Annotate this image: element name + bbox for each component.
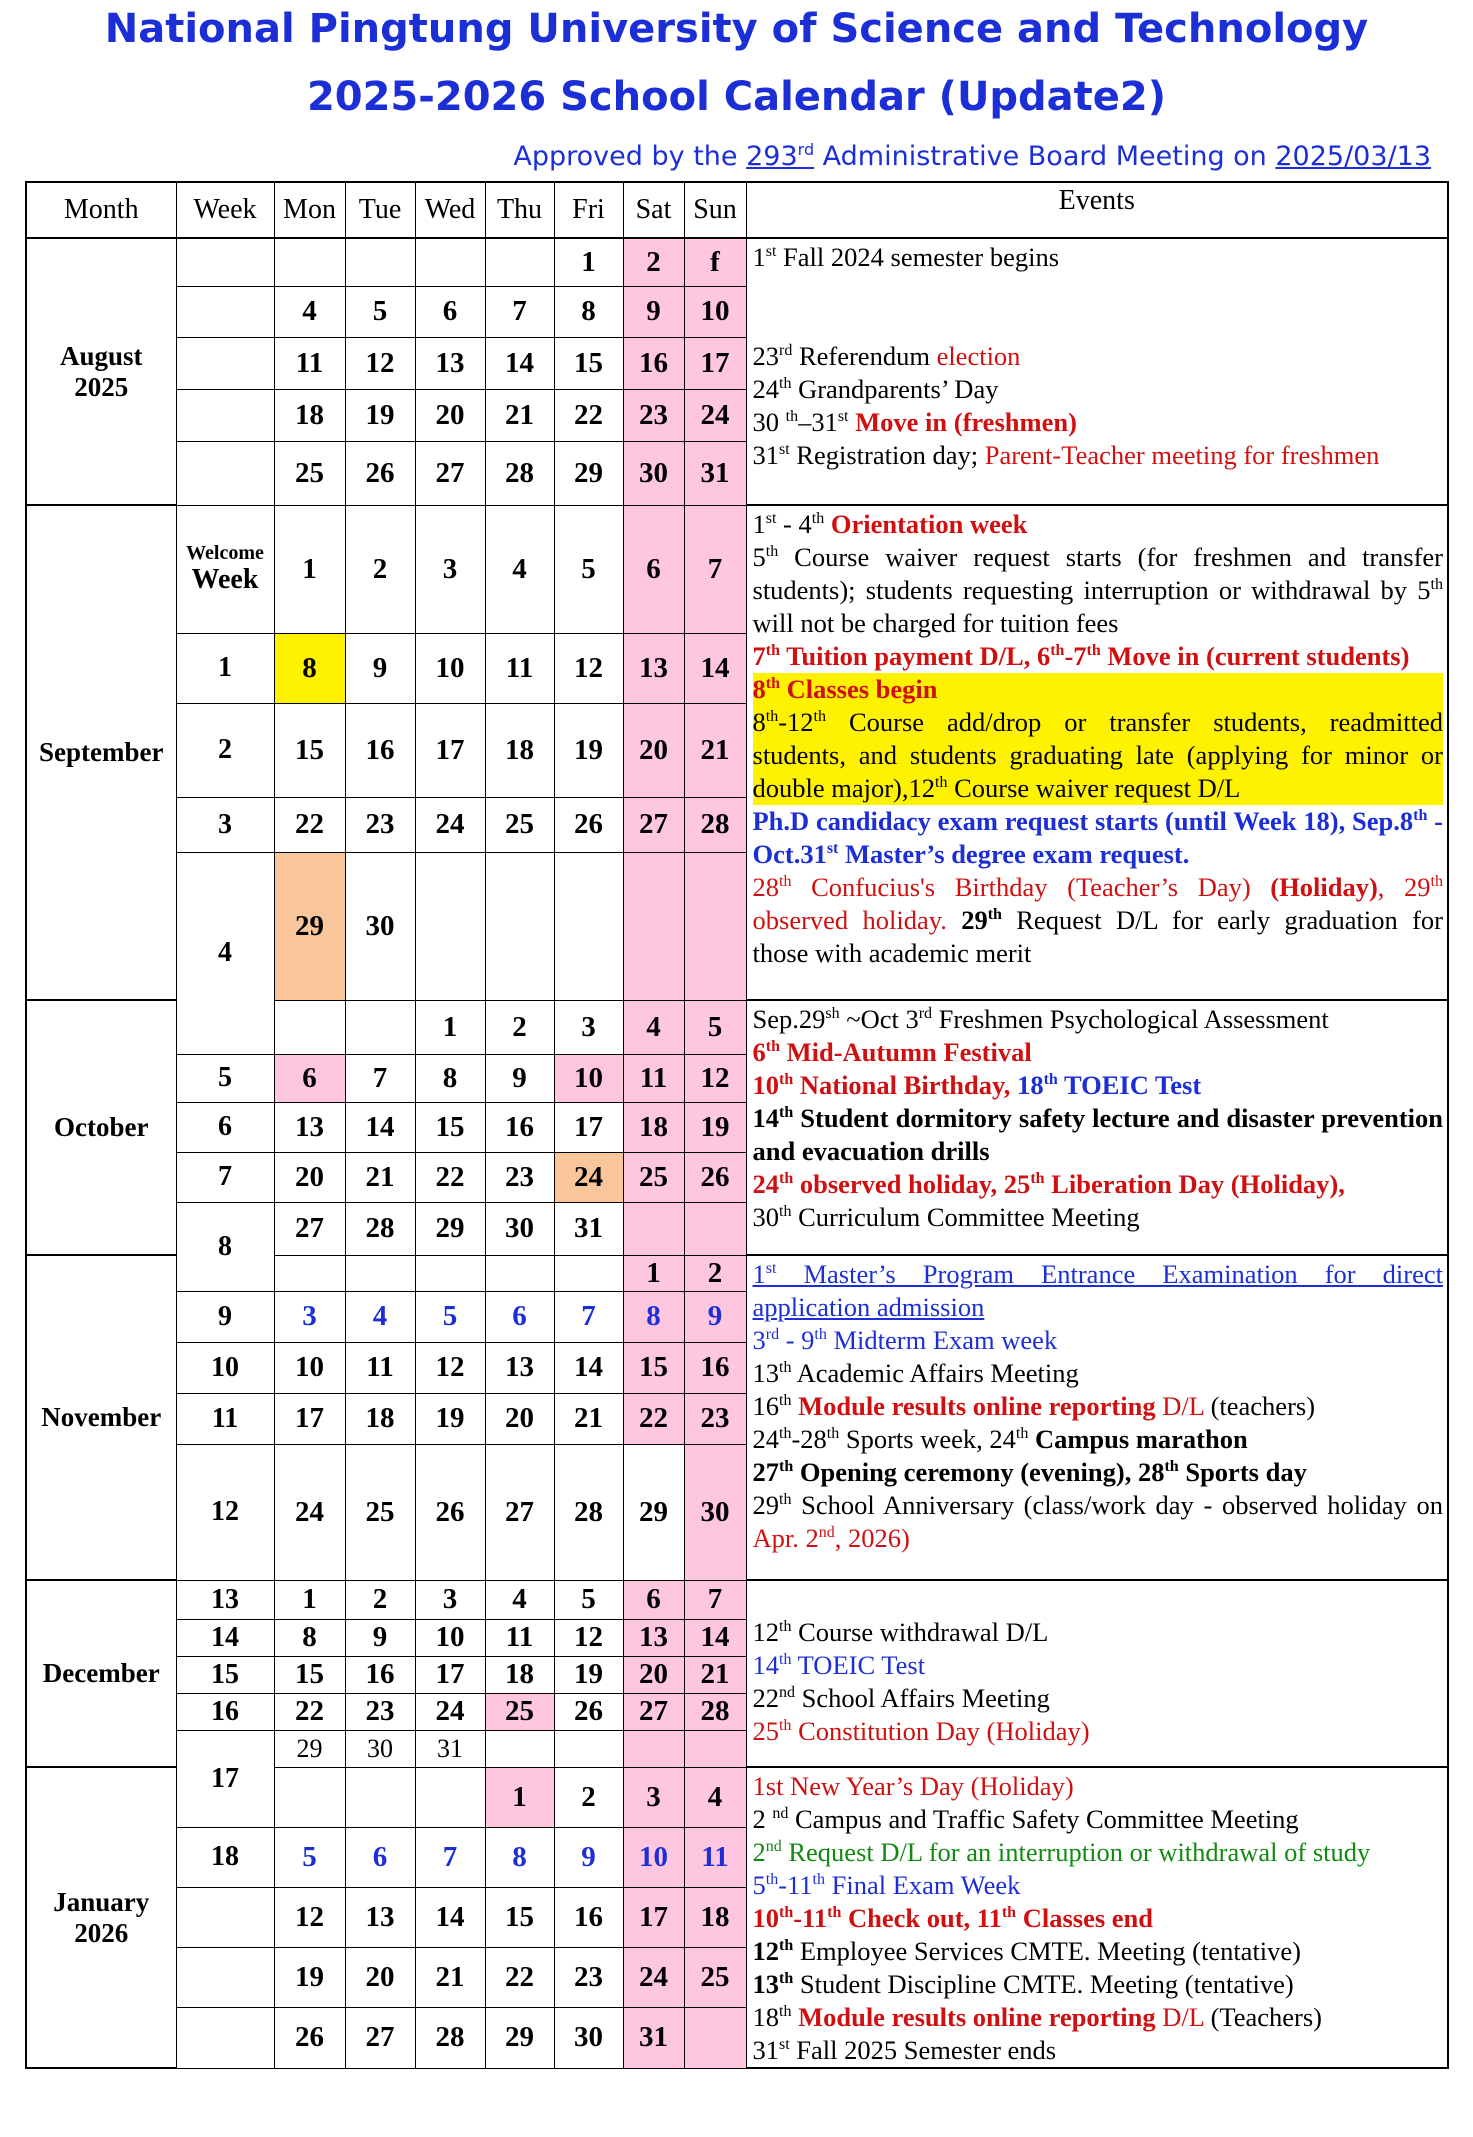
header-wed: Wed	[415, 182, 485, 238]
day-sun	[684, 2008, 746, 2068]
week-number	[176, 337, 274, 389]
day-tue: 5	[345, 286, 415, 337]
day-tue: 2	[345, 1580, 415, 1619]
day-wed: 31	[415, 1730, 485, 1767]
day-tue: 4	[345, 1291, 415, 1342]
day-sun: 21	[684, 703, 746, 797]
header-mon: Mon	[274, 182, 345, 238]
week-number: 12	[176, 1444, 274, 1580]
week-number: 8	[176, 1202, 274, 1291]
day-fri: 16	[554, 1887, 623, 1947]
calendar-row	[26, 238, 1448, 286]
day-wed: 17	[415, 703, 485, 797]
day-mon: 22	[274, 797, 345, 852]
day-sun: 28	[684, 1693, 746, 1730]
day-thu: 25	[485, 1693, 554, 1730]
day-mon: 10	[274, 1342, 345, 1393]
day-tue: 20	[345, 1948, 415, 2008]
day-fri: 2	[554, 1767, 623, 1827]
day-thu: 9	[485, 1054, 554, 1102]
day-wed: 10	[415, 1619, 485, 1656]
week-number: Welcome Week	[176, 505, 274, 633]
day-tue	[345, 1000, 415, 1054]
week-number: 16	[176, 1693, 274, 1730]
day-wed: 3	[415, 505, 485, 633]
day-sun: 2	[684, 1255, 746, 1291]
day-sat: 13	[623, 1619, 684, 1656]
day-thu: 18	[485, 1656, 554, 1693]
day-sat: 8	[623, 1291, 684, 1342]
day-sat: 3	[623, 1767, 684, 1827]
week-number	[176, 238, 274, 286]
day-wed: 3	[415, 1580, 485, 1619]
day-fri: 31	[554, 1202, 623, 1255]
day-sun: f	[684, 238, 746, 286]
day-tue: 7	[345, 1054, 415, 1102]
week-number: 10	[176, 1342, 274, 1393]
day-wed: 24	[415, 797, 485, 852]
day-sun: 25	[684, 1948, 746, 2008]
header-sun: Sun	[684, 182, 746, 238]
day-fri: 30	[554, 2008, 623, 2068]
university-title: National Pingtung University of Science and Technology	[104, 6, 1369, 52]
day-sat	[623, 852, 684, 1000]
day-fri	[554, 852, 623, 1000]
header-tue: Tue	[345, 182, 415, 238]
day-sun: 21	[684, 1656, 746, 1693]
day-fri: 26	[554, 1693, 623, 1730]
day-tue: 19	[345, 389, 415, 441]
day-wed	[415, 1767, 485, 1827]
day-mon: 17	[274, 1393, 345, 1444]
day-wed: 22	[415, 1152, 485, 1202]
day-fri: 12	[554, 633, 623, 703]
header-week: Week	[176, 182, 274, 238]
day-sun	[684, 1730, 746, 1767]
day-mon: 29	[274, 852, 345, 1000]
day-tue: 23	[345, 1693, 415, 1730]
day-mon: 19	[274, 1948, 345, 2008]
week-number: 1	[176, 633, 274, 703]
day-sat: 18	[623, 1102, 684, 1152]
day-sun: 11	[684, 1827, 746, 1887]
day-mon: 3	[274, 1291, 345, 1342]
day-wed: 21	[415, 1948, 485, 2008]
day-tue: 6	[345, 1827, 415, 1887]
week-number: 5	[176, 1054, 274, 1102]
day-mon: 26	[274, 2008, 345, 2068]
week-number: 6	[176, 1102, 274, 1152]
day-wed: 10	[415, 633, 485, 703]
day-thu: 1	[485, 1767, 554, 1827]
header-events: Events	[746, 182, 1448, 238]
header-row	[26, 182, 1448, 238]
day-fri: 29	[554, 441, 623, 505]
day-tue	[345, 238, 415, 286]
day-sat: 24	[623, 1948, 684, 2008]
day-thu: 6	[485, 1291, 554, 1342]
day-fri: 9	[554, 1827, 623, 1887]
day-mon: 6	[274, 1054, 345, 1102]
day-thu: 11	[485, 633, 554, 703]
header-fri: Fri	[554, 182, 623, 238]
day-thu: 25	[485, 797, 554, 852]
day-mon	[274, 1255, 345, 1291]
day-thu: 11	[485, 1619, 554, 1656]
day-thu	[485, 1730, 554, 1767]
day-thu: 29	[485, 2008, 554, 2068]
day-tue: 23	[345, 797, 415, 852]
day-tue: 25	[345, 1444, 415, 1580]
day-sun: 28	[684, 797, 746, 852]
day-sun: 9	[684, 1291, 746, 1342]
day-mon: 11	[274, 337, 345, 389]
month-january: January 2026	[26, 1767, 176, 2068]
day-wed: 1	[415, 1000, 485, 1054]
day-sat: 27	[623, 797, 684, 852]
day-thu	[485, 852, 554, 1000]
day-sat: 25	[623, 1152, 684, 1202]
day-thu: 23	[485, 1152, 554, 1202]
day-fri: 19	[554, 1656, 623, 1693]
day-mon: 15	[274, 1656, 345, 1693]
day-sat: 6	[623, 505, 684, 633]
day-wed: 13	[415, 337, 485, 389]
day-fri: 24	[554, 1152, 623, 1202]
day-mon: 27	[274, 1202, 345, 1255]
events-cell: 1st Master’s Program Entrance Examination for direct application admission 3rd - 9th Midterm Exam week 13th Academic Affairs Meeting 16th Module results online reporting D/L (teachers) 24th-28th Sports week, 24th Campus marathon 27th Opening ceremony (evening), 28th Sports day 29th School Anniversary (class/work day - observed holiday on Apr. 2nd, 2026)	[746, 1255, 1448, 1580]
day-sun: 18	[684, 1887, 746, 1947]
calendar-table	[25, 181, 1449, 2069]
day-fri: 17	[554, 1102, 623, 1152]
day-mon: 24	[274, 1444, 345, 1580]
day-wed: 19	[415, 1393, 485, 1444]
day-mon: 15	[274, 703, 345, 797]
month-august: August 2025	[26, 238, 176, 505]
day-sat: 20	[623, 703, 684, 797]
day-thu: 28	[485, 441, 554, 505]
header-sat: Sat	[623, 182, 684, 238]
day-thu	[485, 1255, 554, 1291]
day-mon: 8	[274, 633, 345, 703]
day-sat: 1	[623, 1255, 684, 1291]
day-tue: 26	[345, 441, 415, 505]
day-sat: 11	[623, 1054, 684, 1102]
day-tue: 11	[345, 1342, 415, 1393]
day-sat: 23	[623, 389, 684, 441]
day-sat: 27	[623, 1693, 684, 1730]
day-sun: 31	[684, 441, 746, 505]
day-sat: 17	[623, 1887, 684, 1947]
week-number: 11	[176, 1393, 274, 1444]
day-wed	[415, 852, 485, 1000]
day-thu: 7	[485, 286, 554, 337]
day-sun: 26	[684, 1152, 746, 1202]
day-wed	[415, 1255, 485, 1291]
day-sun: 30	[684, 1444, 746, 1580]
day-mon: 20	[274, 1152, 345, 1202]
day-tue: 14	[345, 1102, 415, 1152]
day-mon: 4	[274, 286, 345, 337]
day-sat: 13	[623, 633, 684, 703]
calendar-sheet	[25, 181, 1449, 2069]
day-fri: 26	[554, 797, 623, 852]
events-cell: 1st New Year’s Day (Holiday) 2 $^{nd}$ Campus and Traffic Safety Committee Meeting 2nd Request D/L for an interruption or withdrawal of study 5th-11th Final Exam Week 10th-11th Check out, 11th Classes end 12th Employee Services CMTE. Meeting (tentative) 13th Student Discipline CMTE. Meeting (tentative) 18th Module results online reporting D/L (Teachers) 31st Fall 2025 Semester ends	[746, 1767, 1448, 2068]
day-thu: 8	[485, 1827, 554, 1887]
day-sun: 19	[684, 1102, 746, 1152]
day-wed: 8	[415, 1054, 485, 1102]
week-number: 7	[176, 1152, 274, 1202]
day-sat: 31	[623, 2008, 684, 2068]
day-tue: 16	[345, 703, 415, 797]
day-fri: 3	[554, 1000, 623, 1054]
day-mon: 12	[274, 1887, 345, 1947]
header-thu: Thu	[485, 182, 554, 238]
day-tue	[345, 1255, 415, 1291]
day-mon	[274, 1767, 345, 1827]
day-wed: 15	[415, 1102, 485, 1152]
day-wed: 12	[415, 1342, 485, 1393]
month-december: December	[26, 1580, 176, 1767]
week-number: 15	[176, 1656, 274, 1693]
day-thu	[485, 238, 554, 286]
day-mon: 22	[274, 1693, 345, 1730]
day-thu: 14	[485, 337, 554, 389]
day-sun: 14	[684, 1619, 746, 1656]
day-sun: 16	[684, 1342, 746, 1393]
day-sat: 9	[623, 286, 684, 337]
day-mon: 5	[274, 1827, 345, 1887]
day-sat: 4	[623, 1000, 684, 1054]
day-sun: 12	[684, 1054, 746, 1102]
day-fri: 5	[554, 505, 623, 633]
day-tue: 9	[345, 633, 415, 703]
day-sun: 24	[684, 389, 746, 441]
day-wed: 29	[415, 1202, 485, 1255]
day-fri: 21	[554, 1393, 623, 1444]
day-thu: 22	[485, 1948, 554, 2008]
day-thu: 4	[485, 1580, 554, 1619]
day-thu: 27	[485, 1444, 554, 1580]
day-tue: 21	[345, 1152, 415, 1202]
day-thu: 18	[485, 703, 554, 797]
day-wed: 7	[415, 1827, 485, 1887]
day-fri: 23	[554, 1948, 623, 2008]
events-cell: $Sep.29^{sh}$ ~Oct 3rd Freshmen Psychological Assessment 6th Mid-Autumn Festival 10th National Birthday, 18th TOEIC Test 14th Student dormitory safety lecture and disaster prevention and evacuation drills 24th observed holiday, 25th Liberation Day (Holiday), 30th Curriculum Committee Meeting	[746, 1000, 1448, 1255]
day-sat: 2	[623, 238, 684, 286]
week-number: 2	[176, 703, 274, 797]
week-number: 3	[176, 797, 274, 852]
month-october: October	[26, 1000, 176, 1255]
day-mon: 18	[274, 389, 345, 441]
day-sat: 10	[623, 1827, 684, 1887]
day-fri: 28	[554, 1444, 623, 1580]
day-wed	[415, 238, 485, 286]
day-fri: 15	[554, 337, 623, 389]
day-tue: 16	[345, 1656, 415, 1693]
day-mon: 25	[274, 441, 345, 505]
day-tue	[345, 1767, 415, 1827]
day-sun: 4	[684, 1767, 746, 1827]
week-number: 13	[176, 1580, 274, 1619]
day-mon: 1	[274, 505, 345, 633]
week-number	[176, 2008, 274, 2068]
day-tue: 27	[345, 2008, 415, 2068]
week-number	[176, 1887, 274, 1947]
day-sun	[684, 852, 746, 1000]
day-tue: 12	[345, 337, 415, 389]
day-mon	[274, 238, 345, 286]
day-fri: 1	[554, 238, 623, 286]
day-wed: 5	[415, 1291, 485, 1342]
day-fri	[554, 1255, 623, 1291]
week-number	[176, 389, 274, 441]
calendar-title: 2025-2026 School Calendar (Update2)	[306, 74, 1167, 120]
day-fri: 22	[554, 389, 623, 441]
month-november: November	[26, 1255, 176, 1580]
day-sat: 15	[623, 1342, 684, 1393]
day-thu: 21	[485, 389, 554, 441]
day-thu: 20	[485, 1393, 554, 1444]
day-sat: 30	[623, 441, 684, 505]
day-sun: 17	[684, 337, 746, 389]
day-mon: 29	[274, 1730, 345, 1767]
approval-date: 2025/03/13	[1275, 141, 1431, 172]
meeting-number: 293rd	[746, 140, 815, 172]
week-number: 18	[176, 1827, 274, 1887]
day-fri: 5	[554, 1580, 623, 1619]
day-wed: 26	[415, 1444, 485, 1580]
day-thu: 30	[485, 1202, 554, 1255]
day-fri: 19	[554, 703, 623, 797]
calendar-row	[26, 1580, 1448, 1619]
day-sun: 10	[684, 286, 746, 337]
day-tue: 18	[345, 1393, 415, 1444]
day-fri: 12	[554, 1619, 623, 1656]
day-tue: 2	[345, 505, 415, 633]
day-sun: 7	[684, 1580, 746, 1619]
approval-note: Approved by the 293rd Administrative Board Meeting on 2025/03/13	[513, 140, 1431, 172]
day-sun: 14	[684, 633, 746, 703]
day-mon: 1	[274, 1580, 345, 1619]
day-thu: 2	[485, 1000, 554, 1054]
month-september: September	[26, 505, 176, 1000]
day-sun: 23	[684, 1393, 746, 1444]
day-fri: 14	[554, 1342, 623, 1393]
week-number: 14	[176, 1619, 274, 1656]
day-wed: 24	[415, 1693, 485, 1730]
day-wed: 28	[415, 2008, 485, 2068]
week-number	[176, 286, 274, 337]
calendar-row	[26, 505, 1448, 633]
day-fri: 8	[554, 286, 623, 337]
day-tue: 13	[345, 1887, 415, 1947]
day-sun: 5	[684, 1000, 746, 1054]
day-wed: 6	[415, 286, 485, 337]
day-thu: 4	[485, 505, 554, 633]
day-sat: 16	[623, 337, 684, 389]
day-sat: 20	[623, 1656, 684, 1693]
week-number: 9	[176, 1291, 274, 1342]
day-thu: 13	[485, 1342, 554, 1393]
day-tue: 9	[345, 1619, 415, 1656]
day-sun	[684, 1202, 746, 1255]
day-sat: 6	[623, 1580, 684, 1619]
day-wed: 27	[415, 441, 485, 505]
day-fri: 7	[554, 1291, 623, 1342]
day-sat: 29	[623, 1444, 684, 1580]
day-mon	[274, 1000, 345, 1054]
day-sat: 22	[623, 1393, 684, 1444]
events-cell: 1st - 4th Orientation week 5th Course waiver request starts (for freshmen and transfer students); students requesting interruption or withdrawal by 5th will not be charged for tuition fees 7th Tuition payment D/L, 6th-7th Move in (current students) 8th Classes begin 8th-12th Course add/drop or transfer students, readmitted students, and students graduating late (applying for minor or double major),12th Course waiver request D/L Ph.D candidacy exam request starts (until Week 18), Sep.8th - Oct.31st Master’s degree exam request. 28th Confucius's Birthday (Teacher’s Day) (Holiday), 29th observed holiday. 29th Request D/L for early graduation for those with academic merit	[746, 505, 1448, 1000]
events-cell: 1st Fall 2024 semester begins 23rd Referendum election 24th Grandparents’ Day 30 $^{th}$–31st Move in (freshmen) 31st Registration day; Parent-Teacher meeting for freshmen	[746, 238, 1448, 505]
events-cell: 12th Course withdrawal D/L 14th TOEIC Test 22nd School Affairs Meeting 25th Constitution Day (Holiday)	[746, 1580, 1448, 1767]
day-thu: 16	[485, 1102, 554, 1152]
week-number	[176, 441, 274, 505]
day-fri: 10	[554, 1054, 623, 1102]
week-number: 17	[176, 1730, 274, 1827]
header-month: Month	[26, 182, 176, 238]
day-sun: 7	[684, 505, 746, 633]
day-sat	[623, 1730, 684, 1767]
day-wed: 14	[415, 1887, 485, 1947]
day-wed: 20	[415, 389, 485, 441]
day-tue: 30	[345, 852, 415, 1000]
week-number	[176, 1948, 274, 2008]
day-mon: 8	[274, 1619, 345, 1656]
week-number: 4	[176, 852, 274, 1054]
day-mon: 13	[274, 1102, 345, 1152]
day-tue: 28	[345, 1202, 415, 1255]
day-thu: 15	[485, 1887, 554, 1947]
day-fri	[554, 1730, 623, 1767]
day-tue: 30	[345, 1730, 415, 1767]
day-sat	[623, 1202, 684, 1255]
day-wed: 17	[415, 1656, 485, 1693]
